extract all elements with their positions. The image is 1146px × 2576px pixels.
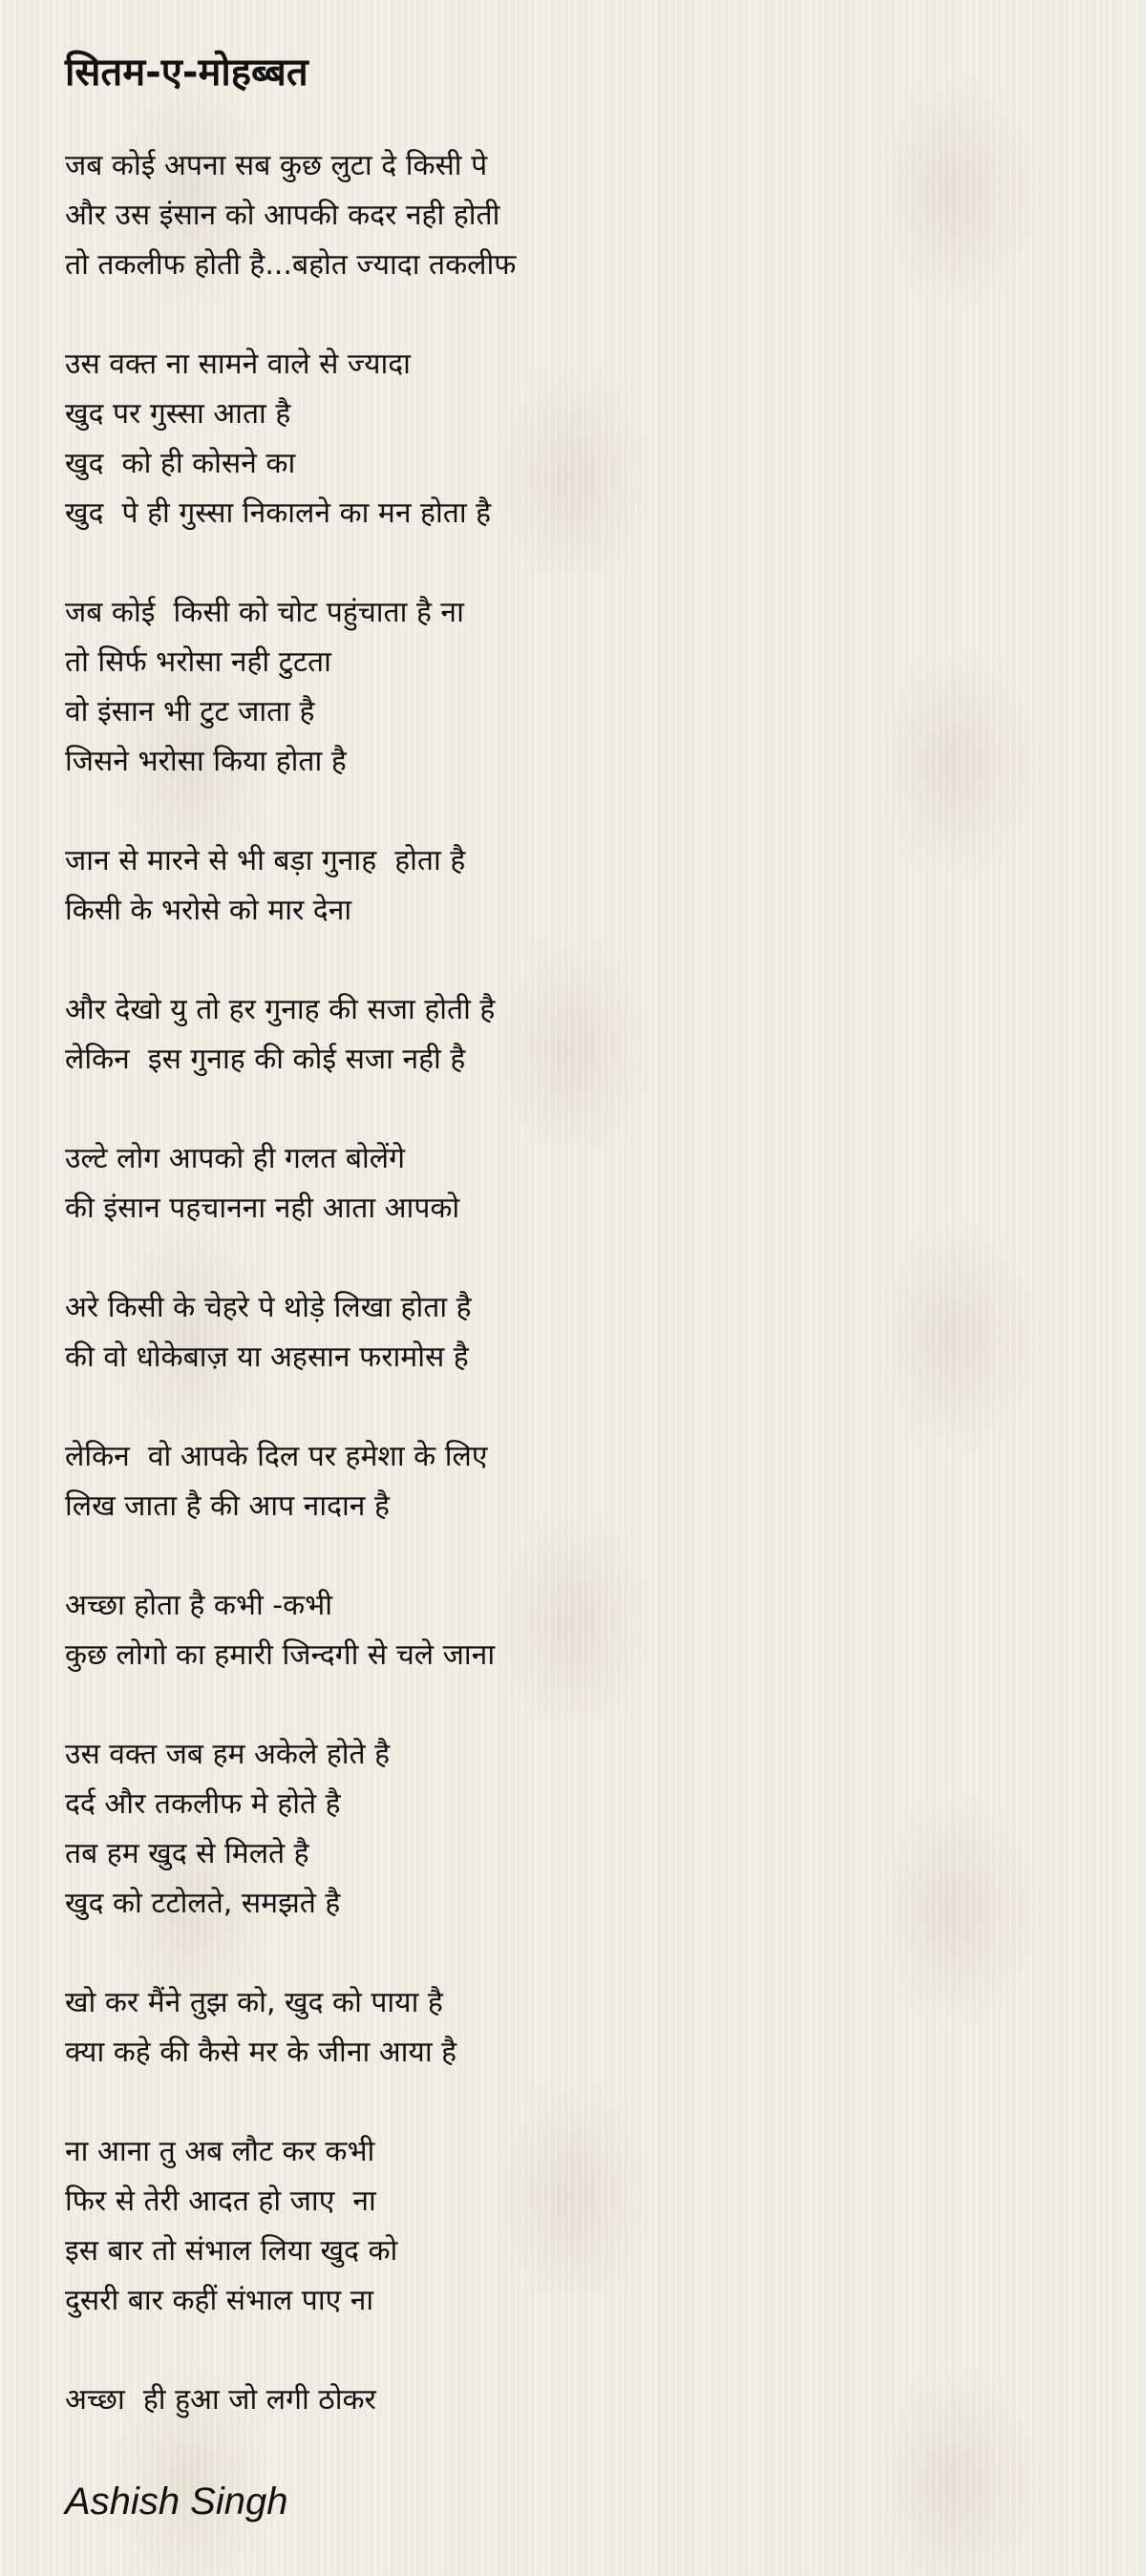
poem-line: तब हम खुद से मिलते है: [65, 1837, 309, 1870]
poem-line: दुसरी बार कहीं संभाल पाए ना: [65, 2284, 374, 2317]
stanza: [65, 588, 1096, 787]
poem-line: वो इंसान भी टुट जाता है: [65, 695, 315, 728]
stanza: [65, 1283, 1096, 1383]
poem-title: सितम-ए-मोहब्बत: [65, 51, 308, 95]
poem-author: Ashish Singh: [65, 2481, 288, 2523]
poem-line: तो तकलीफ होती है...बहोत ज्यादा तकलीफ: [65, 248, 517, 282]
poem-line: अरे किसी के चेहरे पे थोड़े लिखा होता है: [65, 1291, 472, 1324]
poem-line: इस बार तो संभाल लिया खुद को: [65, 2234, 398, 2268]
poem-line: खुद पर गुस्सा आता है: [65, 397, 291, 431]
stanza: [65, 1581, 1096, 1680]
poem-line: और उस इंसान को आपकी कदर नही होती: [65, 199, 500, 232]
poem-line: लेकिन वो आपके दिल पर हमेशा के लिए: [65, 1440, 488, 1473]
poem-line: कुछ लोगो का हमारी जिन्दगी से चले जाना: [65, 1638, 496, 1672]
poem-line: की इंसान पहचानना नही आता आपको: [65, 1192, 460, 1225]
poem-line: क्या कहे की कैसे मर के जीना आया है: [65, 2036, 457, 2069]
stanza: [65, 836, 1096, 936]
stanza: [65, 141, 1096, 290]
stanza: [65, 1730, 1096, 1929]
poem-line: लेकिन इस गुनाह की कोई सजा नही है: [65, 1043, 466, 1076]
poem-line: खुद पे ही गुस्सा निकालने का मन होता है: [65, 496, 492, 530]
poem-line: जान से मारने से भी बड़ा गुनाह होता है: [65, 844, 466, 877]
poem-body: [65, 141, 1096, 2475]
poem-line: उल्टे लोग आपको ही गलत बोलेंगे: [65, 1142, 405, 1175]
poem-line: अच्छा ही हुआ जो लगी ठोकर: [65, 2383, 376, 2417]
poem-line: और देखो यु तो हर गुनाह की सजा होती है: [65, 993, 496, 1026]
stanza: [65, 340, 1096, 538]
poem-line: खो कर मैंने तुझ को, खुद को पाया है: [65, 1986, 443, 2019]
stanza: [65, 2375, 1096, 2425]
poem-line: जब कोई अपना सब कुछ लुटा दे किसी पे: [65, 149, 488, 182]
poem-line: उस वक्त ना सामने वाले से ज्यादा: [65, 348, 411, 381]
poem-line: खुद को ही कोसने का: [65, 447, 296, 480]
stanza: [65, 985, 1096, 1085]
stanza: [65, 1432, 1096, 1531]
poem-line: अच्छा होता है कभी -कभी: [65, 1589, 333, 1622]
poem-line: दर्द और तकलीफ मे होते है: [65, 1787, 341, 1821]
poem-line: जिसने भरोसा किया होता है: [65, 745, 347, 778]
stanza: [65, 1134, 1096, 1234]
stanza: [65, 1978, 1096, 2078]
poem-line: खुद को टटोलते, समझते है: [65, 1887, 341, 1920]
poem-line: लिख जाता है की आप नादान है: [65, 1489, 390, 1523]
poem-line: तो सिर्फ भरोसा नही टुटता: [65, 645, 331, 679]
poem-line: उस वक्त जब हम अकेले होते है: [65, 1738, 391, 1771]
poem-line: की वो धोकेबाज़ या अहसान फरामोस है: [65, 1341, 469, 1374]
stanza: [65, 2127, 1096, 2326]
poem-line: फिर से तेरी आदत हो जाए ना: [65, 2185, 376, 2218]
poem-line: ना आना तु अब लौट कर कभी: [65, 2135, 375, 2168]
poem-line: किसी के भरोसे को मार देना: [65, 894, 352, 927]
poem-line: जब कोई किसी को चोट पहुंचाता है ना: [65, 596, 464, 629]
